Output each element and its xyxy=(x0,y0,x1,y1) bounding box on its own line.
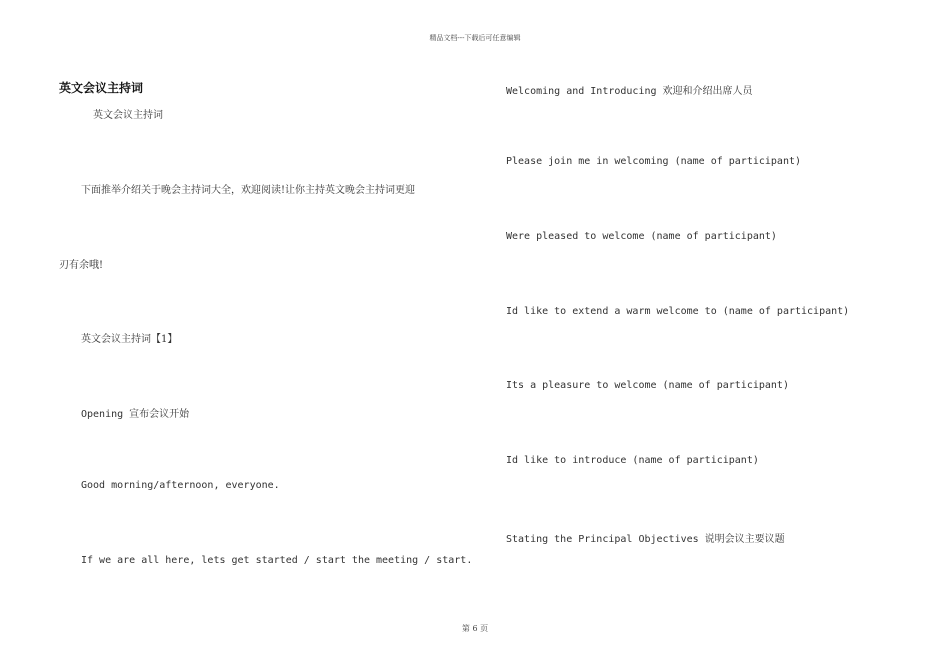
opening-line: Opening 宣布会议开始 xyxy=(81,409,190,420)
welcoming-heading: Welcoming and Introducing 欢迎和介绍出席人员 xyxy=(506,86,753,97)
page-footer: 第 6 页 xyxy=(461,624,489,633)
welcome-line-5: Id like to introduce (name of participant) xyxy=(506,455,759,466)
objectives-heading: Stating the Principal Objectives 说明会议主要议题 xyxy=(506,534,785,545)
section-heading: 英文会议主持词【1】 xyxy=(81,334,178,345)
welcome-line-1: Please join me in welcoming (name of participant) xyxy=(506,156,802,167)
page-header: 精品文档---下载后可任意编辑 xyxy=(429,34,521,42)
subtitle-line: 英文会议主持词 xyxy=(93,110,163,121)
welcome-line-4: Its a pleasure to welcome (name of participant) xyxy=(506,380,789,391)
intro-line-1: 下面推举介绍关于晚会主持词大全，欢迎阅读!让你主持英文晚会主持词更迎 xyxy=(81,185,416,196)
welcome-line-2: Were pleased to welcome (name of participant) xyxy=(506,231,777,242)
start-line: If we are all here, lets get started / start the meeting / start. xyxy=(81,555,473,566)
document-title: 英文会议主持词 xyxy=(59,81,144,95)
welcome-line-3: Id like to extend a warm welcome to (name of participant) xyxy=(506,306,850,317)
intro-line-2: 刃有余哦! xyxy=(59,260,104,271)
greeting-line: Good morning/afternoon, everyone. xyxy=(81,480,280,491)
